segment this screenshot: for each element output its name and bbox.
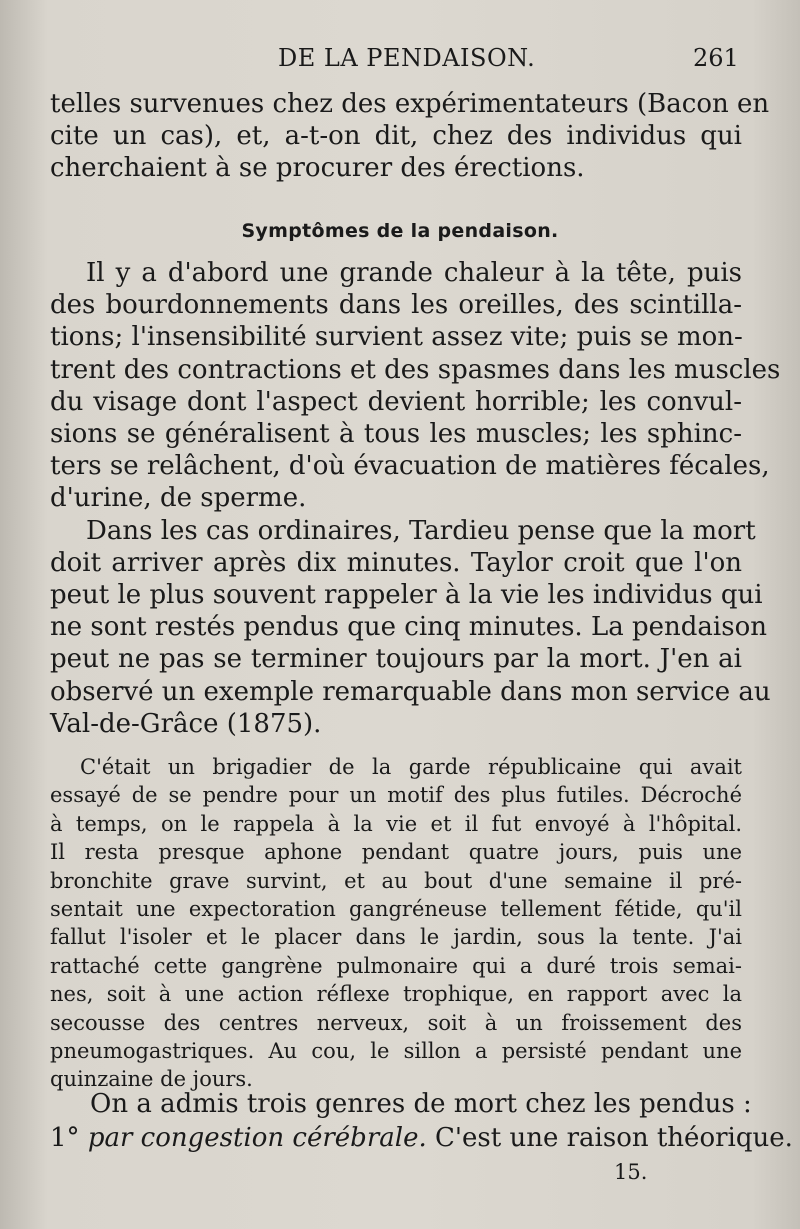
text-line: quinzaine de jours. (50, 1067, 253, 1092)
text-line: C'était un brigadier de la garde républicaine qui avait (80, 755, 742, 779)
text-line: ne sont restés pendus que cinq minutes. La pendaison (50, 612, 767, 643)
text-line: fallut l'isoler et le placer dans le jardin, sous la tente. J'ai (50, 925, 742, 950)
text-line: tions; l'insensibilité survient assez vite; puis se mon- (50, 322, 743, 353)
text-line: Dans les cas ordinaires, Tardieu pense que la mort (86, 515, 756, 546)
text-line: d'urine, de sperme. (50, 483, 307, 514)
text-line: sions se généralisent à tous les muscles; les sphinc- (50, 419, 742, 450)
page-number: 261 (693, 44, 739, 72)
text-line: à temps, on le rappela à la vie et il fut envoyé à l'hôpital. (50, 811, 742, 836)
text-line: doit arriver après dix minutes. Taylor croit que l'on (50, 547, 742, 578)
text-line: Il resta presque aphone pendant quatre jours, puis une (50, 840, 742, 865)
text-line: cherchaient à se procurer des érections. (50, 153, 585, 183)
text-line: cite un cas), et, a-t-on dit, chez des individus qui (50, 121, 742, 151)
text-line: sentait une expectoration gangréneuse tellement fétide, qu'il (50, 897, 742, 922)
text-line: rattaché cette gangrène pulmonaire qui a duré trois semai- (50, 953, 742, 978)
intro-paragraph (50, 88, 770, 184)
text-line: peut le plus souvent rappeler à la vie les individus qui (50, 580, 763, 611)
text-line (50, 1121, 793, 1155)
case-report (50, 753, 742, 1094)
running-title: DE LA PENDAISON. (278, 44, 536, 72)
text-line: secousse des centres nerveux, soit à un froissement des (50, 1010, 742, 1035)
text-line: essayé de se pendre pour un motif des plus futiles. Décroché (50, 783, 742, 808)
text-line: des bourdonnements dans les oreilles, des scintilla- (50, 290, 742, 321)
text-line: Il y a d'abord une grande chaleur à la tête, puis (86, 258, 742, 288)
list-number: 1° (50, 1123, 80, 1153)
text-line: Val-de-Grâce (1875). (50, 708, 322, 739)
italic-phrase: par congestion cérébrale. (87, 1123, 427, 1153)
text-line: ters se relâchent, d'où évacuation de matières fécales, (50, 451, 770, 482)
page-header (0, 44, 800, 80)
text-line: trent des contractions et des spasmes dans les muscles (50, 354, 781, 385)
text-line: observé un exemple remarquable dans mon service au (50, 676, 771, 707)
section-heading: Symptômes de la pendaison. (241, 220, 559, 242)
text-line: pneumogastriques. Au cou, le sillon a persisté pendant une (50, 1039, 742, 1064)
text-line: peut ne pas se terminer toujours par la mort. J'en ai (50, 644, 742, 675)
text-line: du visage dont l'aspect devient horrible; les convul- (50, 386, 742, 417)
text-line: nes, soit à une action réflexe trophique, en rapport avec la (50, 982, 742, 1007)
symptoms-paragraphs (50, 257, 781, 740)
text-line: telles survenues chez des expérimentateurs (Bacon en (50, 89, 770, 119)
text-line: On a admis trois genres de mort chez les pendus : (90, 1089, 752, 1119)
text-run: C'est une raison théorique. (426, 1123, 793, 1153)
text-line: bronchite grave survint, et au bout d'une semaine il pré- (50, 868, 742, 893)
death-types-paragraph (50, 1087, 793, 1155)
signature-mark: 15. (614, 1160, 648, 1184)
